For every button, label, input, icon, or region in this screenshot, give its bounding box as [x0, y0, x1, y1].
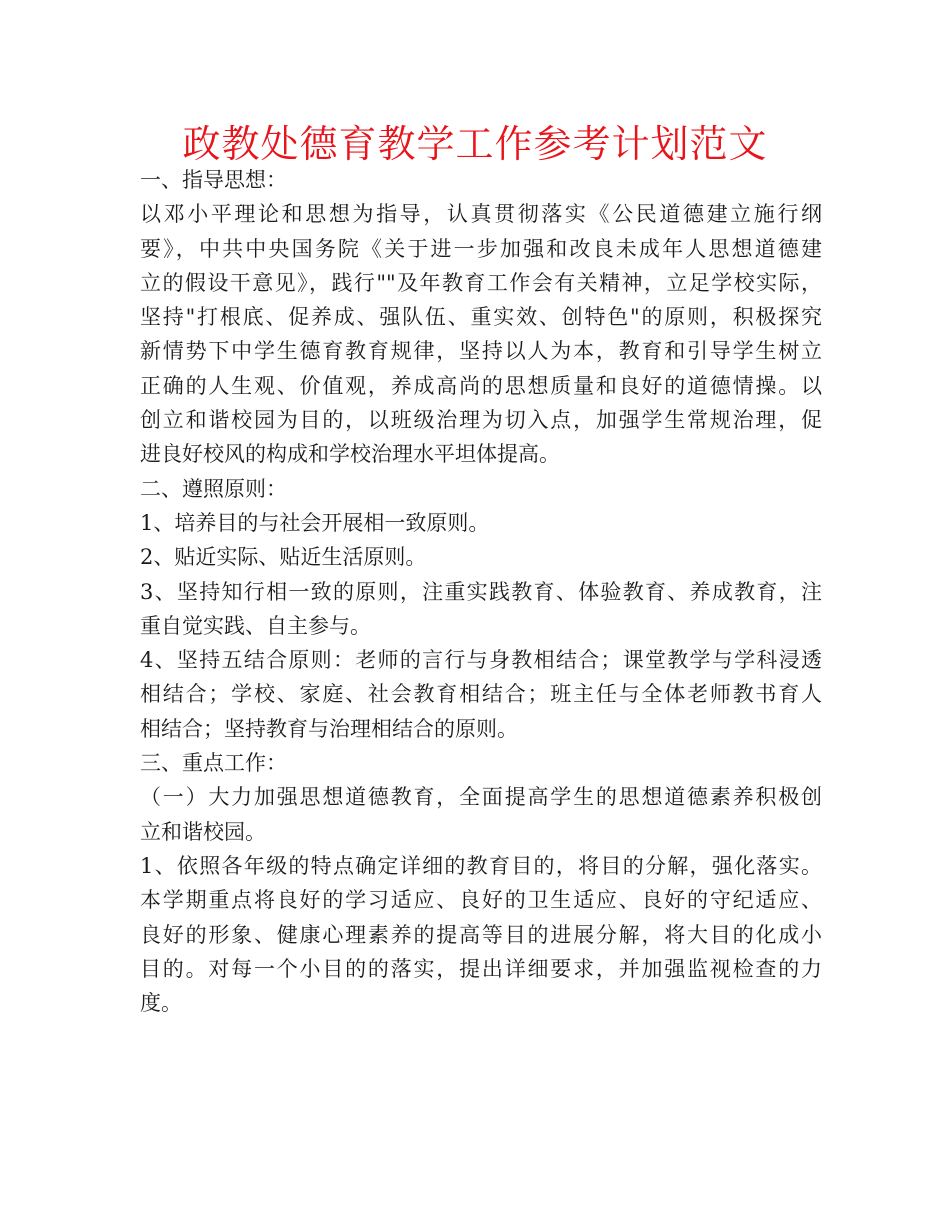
text-line: 度。	[140, 991, 182, 1016]
text-line: 二、遵照原则：	[140, 476, 287, 501]
text-line: 要》，中共中央国务院《关于进一步加强和改良未成年人思想道德建	[140, 236, 822, 261]
text-line: 相结合；学校、家庭、社会教育相结合；班主任与全体老师教书育人	[140, 682, 822, 707]
text-line: 相结合；坚持教育与治理相结合的原则。	[140, 716, 518, 741]
text-line: 4、坚持五结合原则：老师的言行与身教相结合；课堂教学与学科浸透	[140, 648, 822, 673]
text-line: 新情势下中学生德育教育规律，坚持以人为本，教育和引导学生树立	[140, 339, 822, 364]
text-line: 以邓小平理论和思想为指导，认真贯彻落实《公民道德建立施行纲	[140, 202, 822, 227]
text-line: 目的。对每一个小目的的落实，提出详细要求，并加强监视检查的力	[140, 956, 822, 981]
text-line: 立的假设干意见》，践行""及年教育工作会有关精神，立足学校实际，	[140, 270, 822, 295]
text-line: 1、依照各年级的特点确定详细的教育目的，将目的分解，强化落实。	[140, 853, 822, 878]
text-line: 重自觉实践、自主参与。	[140, 613, 371, 638]
document-body	[140, 163, 822, 1020]
text-line: 2、贴近实际、贴近生活原则。	[140, 545, 427, 570]
text-line: 1、培养目的与社会开展相一致原则。	[140, 510, 490, 535]
text-line: 三、重点工作：	[140, 751, 287, 776]
text-line: 3、坚持知行相一致的原则，注重实践教育、体验教育、养成教育，注	[140, 579, 822, 604]
text-line: 一、指导思想：	[140, 168, 287, 192]
text-line: 坚持"打根底、促养成、强队伍、重实效、创特色"的原则，积极探究	[140, 305, 822, 330]
text-line: 正确的人生观、价值观，养成高尚的思想质量和良好的道德情操。以	[140, 373, 822, 398]
text-line: 进良好校风的构成和学校治理水平坦体提高。	[140, 442, 560, 467]
text-line: 立和谐校园。	[140, 819, 266, 844]
document-title: 政教处德育教学工作参考计划范文	[182, 122, 768, 166]
text-line: 创立和谐校园为目的，以班级治理为切入点，加强学生常规治理，促	[140, 408, 822, 433]
text-line: （一）大力加强思想道德教育，全面提高学生的思想道德素养积极创	[140, 785, 822, 810]
text-line: 本学期重点将良好的学习适应、良好的卫生适应、良好的守纪适应、	[140, 888, 822, 913]
text-line: 良好的形象、健康心理素养的提高等目的进展分解，将大目的化成小	[140, 922, 822, 947]
